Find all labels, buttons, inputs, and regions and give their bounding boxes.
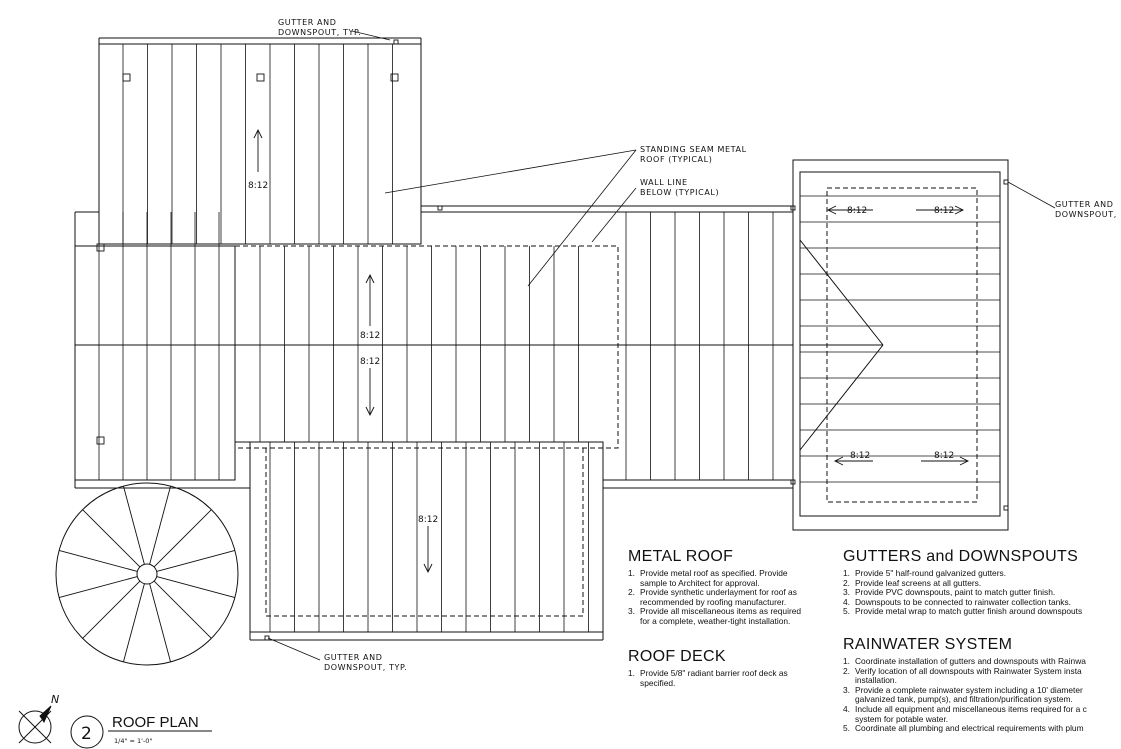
slope-east-upper-left: 8:12 [847,206,868,216]
south-wing-seams [270,442,589,632]
list-item: 2. Provide leaf screens at all gutters. [843,577,982,588]
callout-gutter-right: GUTTER AND DOWNSPOUT, [1055,200,1117,219]
callout-gutter-bottom: GUTTER AND DOWNSPOUT, TYP. [324,653,408,672]
north-arrow [19,706,51,743]
east-wing-seams [800,196,1000,482]
list-item: 4. Include all equipment and miscellaneous items required for a c system for potable water. [843,703,1087,724]
slope-top-wing: 8:12 [248,181,269,191]
list-item: 3. Provide all miscellaneous items as required for a complete, weather-tight installation. [628,606,802,626]
callout-standing-seam: STANDING SEAM METAL ROOF (TYPICAL) [640,145,747,164]
list-item: 1. Provide metal roof as specified. Provide sample to Architect for approval. [628,568,788,588]
list-item: 3. Provide PVC downspouts, paint to match gutter finish. [843,587,1056,598]
plan-scale: 1/4" = 1'-0" [114,737,153,745]
gutters-heading: GUTTERS and DOWNSPOUTS [843,548,1079,565]
metal-roof-list [628,569,833,627]
list-item: 3. Provide a complete rainwater system including a 10' diameter galvanized tank, pump(s), and filtration/purification system. [843,684,1083,705]
roof-deck-list [628,669,833,688]
slope-east-lower-left: 8:12 [850,451,871,461]
list-item: 1. Provide 5/8" radiant barrier roof deck as specified. [628,668,788,688]
list-item: 1. Coordinate installation of gutters and downspouts with Rainwa [843,656,1086,666]
slope-east-lower-right: 8:12 [934,451,955,461]
west-wing-seams [99,212,219,480]
rainwater-notes [843,636,1121,749]
plan-title: ROOF PLAN [112,714,199,731]
south-wing-roof [250,442,603,632]
list-item: 5. Provide metal wrap to match gutter finish around downspouts [843,606,1083,617]
slope-east-upper-right: 8:12 [934,206,955,216]
rainwater-heading: RAINWATER SYSTEM [843,636,1013,653]
slope-south-wing: 8:12 [418,515,439,525]
list-item: 2. Provide synthetic underlayment for roof as recommended by roofing manufacturer. [628,587,797,607]
roof-deck-heading: ROOF DECK [628,648,726,665]
list-item: 5. Coordinate all plumbing and electrical requirements with plum [843,723,1084,734]
metal-roof-heading: METAL ROOF [628,548,734,565]
wall-line-south [266,448,583,616]
list-item: 1. Provide 5" half-round galvanized gutters. [843,568,1007,578]
slope-center-down: 8:12 [360,357,381,367]
list-item: 4. Downspouts to be connected to rainwater collection tanks. [843,596,1072,607]
rainwater-list [843,657,1121,734]
metal-roof-notes [628,548,833,627]
north-label: N [51,693,60,706]
slope-center-up: 8:12 [360,331,381,341]
callout-wall-line: WALL LINE BELOW (TYPICAL) [640,178,720,197]
callout-gutter-top: GUTTER AND DOWNSPOUT, TYP. [278,18,362,37]
east-wing-roof [800,172,1000,516]
center-roof-seams [260,246,579,442]
gutters-notes [843,548,1121,617]
east-connector-seams [626,212,773,480]
wall-line-center [235,246,618,448]
roof-deck-notes [628,648,833,688]
plan-number: 2 [81,724,92,744]
gutters-list [843,569,1121,617]
rainwater-tank [56,483,238,665]
list-item: 2. Verify location of all downspouts with Rainwater System insta installation. [843,665,1082,686]
